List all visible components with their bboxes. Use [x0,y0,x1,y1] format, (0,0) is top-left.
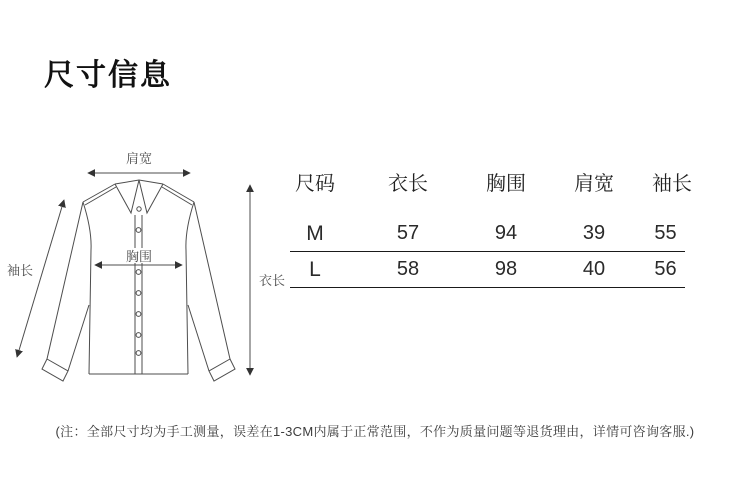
garment-length-label: 衣长 [259,273,286,288]
shirt-outline [42,180,235,381]
bust-cell: 94 [494,222,518,244]
length-cell: 58 [396,258,420,280]
shirt-drawing [0,140,300,396]
size-cell: L [309,257,321,281]
sleeve-length-label: 袖长 [6,263,34,278]
shoulder-cell: 39 [582,222,606,244]
col-header-size: 尺码 [295,172,335,195]
size-table-header [290,162,692,200]
col-header-shoulder: 肩宽 [574,172,614,195]
sleeve-length-arrow [17,200,64,357]
page-title: 尺寸信息 [44,59,172,92]
col-header-length: 衣长 [388,172,428,195]
table-row [290,252,685,288]
col-header-bust: 胸围 [486,172,526,195]
col-header-sleeve: 袖长 [652,172,692,195]
sleeve-cell: 56 [654,258,677,280]
length-cell: 57 [396,222,420,244]
shirt-measurement-diagram [0,140,300,396]
bust-cell: 98 [494,258,518,280]
sleeve-cell: 55 [654,222,677,244]
bust-label: 胸围 [125,249,153,264]
size-cell: M [306,221,324,245]
shoulder-cell: 40 [582,258,606,280]
measurement-disclaimer-note: (注：全部尺寸均为手工测量，误差在1-3CM内属于正常范围，不作为质量问题等退货理由，详情可咨询客服.) [55,424,695,439]
shoulder-width-label: 肩宽 [125,151,153,166]
table-row [290,216,685,252]
size-table [290,162,692,288]
